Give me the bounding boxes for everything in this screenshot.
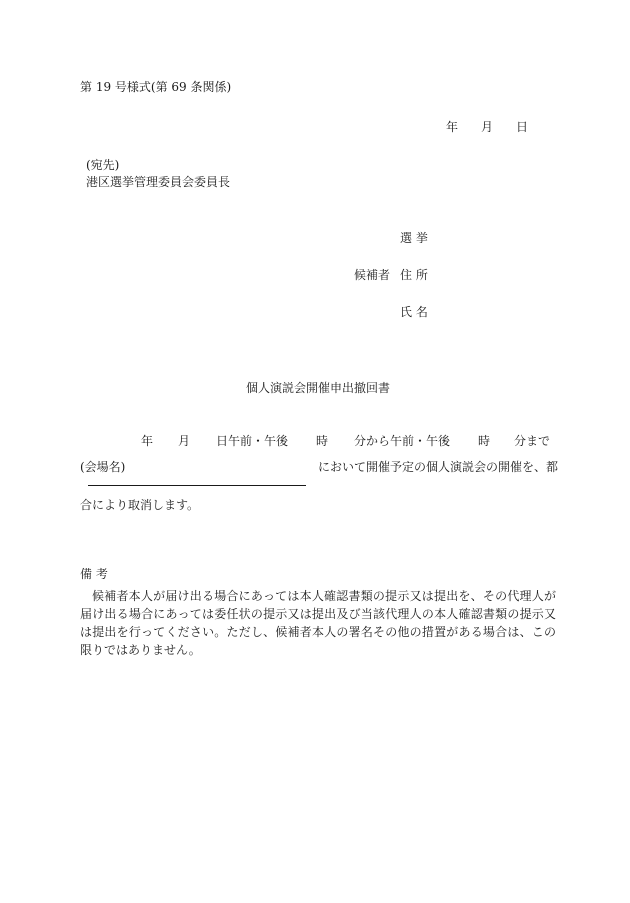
candidate-address-label: 住 所 — [400, 268, 428, 282]
schedule-hour2-label: 時 — [478, 434, 491, 448]
recipient-label: (宛先) — [86, 158, 120, 172]
schedule-minute-from-label: 分から午前・午後 — [354, 434, 451, 448]
venue-sentence-part2: 合により取消します。 — [80, 498, 200, 512]
date-day-label: 日 — [516, 120, 529, 134]
recipient-name: 港区選挙管理委員会委員長 — [86, 175, 231, 189]
venue-name-underline — [88, 485, 306, 486]
venue-label: (会場名) — [80, 460, 126, 474]
form-number: 第 19 号様式(第 69 条関係) — [80, 80, 232, 94]
date-month-label: 月 — [481, 120, 494, 134]
venue-sentence-part1: において開催予定の個人演説会の開催を、都 — [318, 460, 559, 474]
candidate-name-label: 氏 名 — [400, 305, 428, 319]
notes-body: 候補者本人が届け出る場合にあっては本人確認書類の提示又は提出を、その代理人が届け出る場合にあっては委任状の提示又は提出及び当該代理人の本人確認書類の提示又は提出を行ってください。ただし、候補者本人の署名その他の措置がある場合は、この限りではありません。 — [80, 589, 556, 657]
candidate-label: 候補者 — [354, 268, 391, 282]
schedule-month-label: 月 — [178, 434, 191, 448]
schedule-minute-until-label: 分まで — [514, 434, 551, 448]
schedule-day-ampm-label: 日午前・午後 — [216, 434, 289, 448]
candidate-election-label: 選 挙 — [400, 231, 428, 245]
document-title: 個人演説会開催申出撤回書 — [246, 381, 391, 395]
notes-heading: 備 考 — [80, 567, 108, 581]
schedule-year-label: 年 — [141, 434, 154, 448]
date-year-label: 年 — [446, 120, 459, 134]
schedule-hour-label: 時 — [316, 434, 329, 448]
